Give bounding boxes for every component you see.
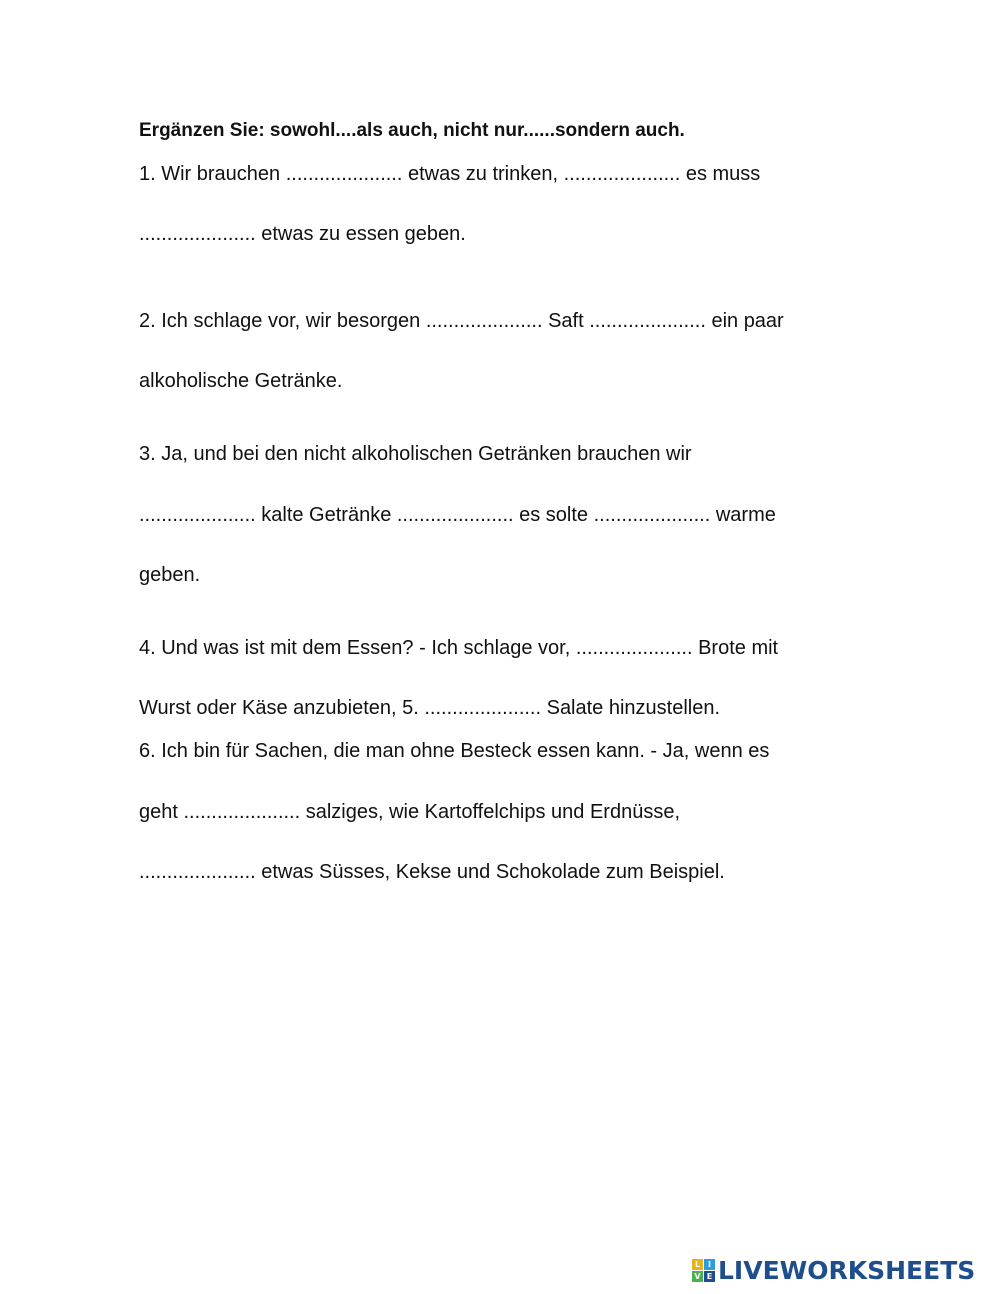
exercise-line-7: geben. bbox=[139, 564, 201, 586]
logo-text: LIVEWORKSHEETS bbox=[718, 1255, 976, 1285]
exercise-line-9: Wurst oder Käse anzubieten, 5. ..................... Salate hinzustellen. bbox=[139, 697, 721, 719]
exercise-line-1: 1. Wir brauchen ..................... etwas zu trinken, ..................... es muss bbox=[139, 163, 761, 185]
exercise-line-11: geht ..................... salziges, wie Kartoffelchips und Erdnüsse, bbox=[139, 801, 681, 823]
logo-mark-icon bbox=[692, 1259, 715, 1282]
exercise-line-4: alkoholische Getränke. bbox=[139, 370, 343, 392]
exercise-line-6: ..................... kalte Getränke ..................... es solte ..................... warme bbox=[139, 504, 776, 526]
exercise-line-2: ..................... etwas zu essen geben. bbox=[139, 223, 466, 245]
worksheet-title: Ergänzen Sie: sowohl....als auch, nicht nur......sondern auch. bbox=[139, 120, 685, 141]
logo-mark-e: E bbox=[704, 1271, 715, 1282]
logo-mark-l: L bbox=[692, 1259, 703, 1270]
exercise-line-8: 4. Und was ist mit dem Essen? - Ich schlage vor, ..................... Brote mit bbox=[139, 637, 779, 659]
exercise-line-12: ..................... etwas Süsses, Kekse und Schokolade zum Beispiel. bbox=[139, 861, 725, 883]
exercise-line-3: 2. Ich schlage vor, wir besorgen ..................... Saft ..................... ein paar bbox=[139, 310, 784, 332]
liveworksheets-logo bbox=[692, 1256, 975, 1284]
logo-mark-v: V bbox=[692, 1271, 703, 1282]
exercise-line-10: 6. Ich bin für Sachen, die man ohne Besteck essen kann. - Ja, wenn es bbox=[139, 740, 770, 762]
exercise-line-5: 3. Ja, und bei den nicht alkoholischen Getränken brauchen wir bbox=[139, 443, 692, 465]
logo-mark-i: I bbox=[704, 1259, 715, 1270]
